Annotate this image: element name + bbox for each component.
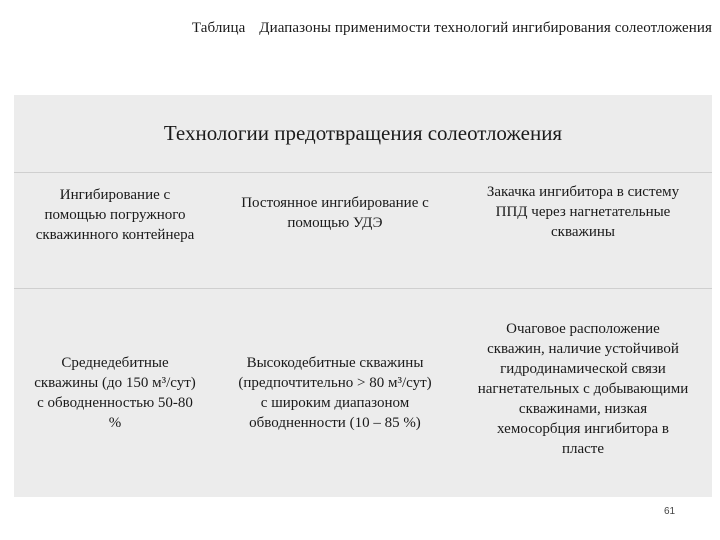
page-number: 61 bbox=[664, 506, 676, 517]
table-row-technologies bbox=[14, 173, 712, 289]
cell-technology-ppd bbox=[454, 173, 712, 288]
cell-text: Очаговое расположение скважин, наличие устойчивой гидродинамической связи нагнетательных с добывающими скважинами, низкая хемосорбция ингибитора в пласте bbox=[477, 321, 689, 457]
table-caption bbox=[0, 20, 720, 37]
table-header-text: Технологии предотвращения солеотложения bbox=[163, 121, 563, 145]
cell-applicability-ude bbox=[216, 289, 454, 497]
cell-applicability-ppd bbox=[454, 289, 712, 497]
technologies-table bbox=[14, 95, 712, 497]
cell-technology-ude bbox=[216, 173, 454, 288]
caption-label: Таблица bbox=[191, 20, 246, 36]
cell-text: Ингибирование с помощью погружного скважинного контейнера bbox=[35, 187, 195, 243]
cell-technology-container bbox=[14, 173, 216, 288]
cell-text: Постоянное ингибирование с помощью УДЭ bbox=[241, 195, 429, 231]
table-row-applicability bbox=[14, 289, 712, 497]
cell-applicability-container bbox=[14, 289, 216, 497]
cell-text: Высокодебитные скважины (предпочтительно > 80 м³/сут) с широким диапазоном обводненности (10 – 85 %) bbox=[238, 355, 432, 431]
cell-text: Среднедебитные скважины (до 150 м³/сут) с обводненностью 50-80 % bbox=[34, 355, 196, 431]
caption-title: Диапазоны применимости технологий ингибирования солеотложения bbox=[259, 20, 712, 36]
table-header bbox=[14, 95, 712, 173]
cell-text: Закачка ингибитора в систему ППД через нагнетательные скважины bbox=[486, 184, 680, 240]
